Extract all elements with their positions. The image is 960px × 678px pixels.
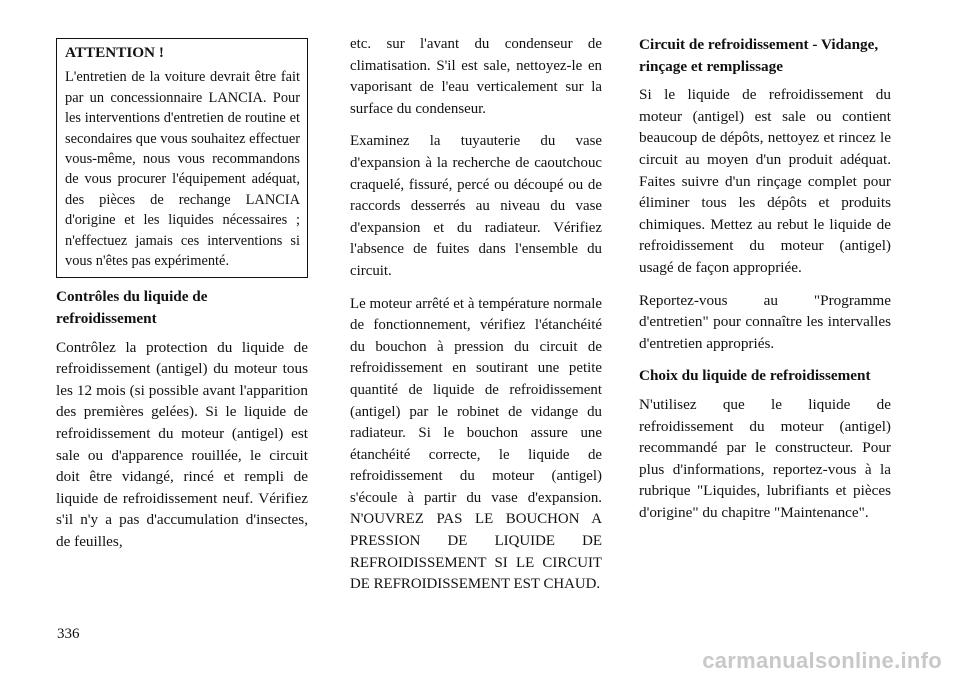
page-number: 336 (57, 626, 80, 642)
attention-box (56, 38, 308, 278)
column-middle (350, 34, 602, 607)
paragraph: Examinez la tuyauterie du vase d'expansion à la recherche de caoutchouc craquelé, fissuré, percé ou découpé ou de raccords desserrés au niveau du vase d'expansion et du radiateur. Vérifiez l'absence de fuites dans l'ensemble du circuit. (350, 133, 602, 279)
watermark: carmanualsonline.info (702, 648, 942, 673)
column-right (639, 34, 891, 534)
paragraph: N'utilisez que le liquide de refroidissement du moteur (antigel) recommandé par le constructeur. Pour plus d'informations, reportez-vous à la rubrique "Liquides, lubrifiants et pièces d'origine" du chapitre "Maintenance". (639, 395, 891, 521)
section-heading-cooling-circuit: Circuit de refroidissement - Vidange, rinçage et remplissage (639, 36, 879, 75)
attention-title: ATTENTION ! (65, 44, 164, 61)
paragraph: Contrôlez la protection du liquide de refroidissement (antigel) du moteur tous les 12 mois (si possible avant l'apparition des premières gelées). Si le liquide de refroidissement du moteur (antigel) est sale ou d'apparence rouillée, le circuit doit être vidangé, rincé et rempli de liquide de refroidissement neuf. Vérifiez s'il n'y a pas d'accumulation d'insectes, de feuilles, (56, 338, 308, 550)
paragraph: Reportez-vous au "Programme d'entretien" pour connaître les intervalles d'entretien appropriés. (639, 291, 891, 352)
paragraph: etc. sur l'avant du condenseur de climatisation. S'il est sale, nettoyez-le en vaporisant de l'eau verticalement sur la surface du condenseur. (350, 36, 602, 117)
column-left (56, 34, 308, 564)
paragraph: Le moteur arrêté et à température normale de fonctionnement, vérifiez l'étanchéité du bouchon à pression du circuit de refroidissement en soutirant une petite quantité de liquide de refroidissement (antigel) par le robinet de vidange du radiateur. Si le bouchon assure une étanchéité correcte, le liquide de refroidissement du moteur (antigel) s'écoule à partir du vase d'expansion. N'OUVREZ PAS LE BOUCHON A PRESSION DE LIQUIDE DE REFROIDISSEMENT SI LE CIRCUIT DE REFROIDISSEMENT EST CHAUD. (350, 295, 602, 593)
attention-text: L'entretien de la voiture devrait être fait par un concessionnaire LANCIA. Pour les interventions d'entretien de routine et secondaires que vous souhaitez effectuer vous-même, nous vous recommandons de vous procurer l'équipement adéquat, des pièces de rechange LANCIA d'origine et les liquides nécessaires ; n'effectuez jamais ces interventions si vous n'êtes pas expérimenté. (65, 69, 300, 270)
section-heading-coolant-checks: Contrôles du liquide de refroidissement (56, 288, 208, 328)
section-heading-coolant-choice: Choix du liquide de refroidissement (639, 367, 871, 385)
paragraph: Si le liquide de refroidissement du moteur (antigel) est sale ou contient beaucoup de dépôts, nettoyez et rincez le circuit au moyen d'un produit adéquat. Faites suivre d'un rinçage complet pour éliminer tous les dépôts et produits chimiques. Mettez au rebut le liquide de refroidissement du moteur (antigel) usagé de façon appropriée. (639, 86, 891, 276)
